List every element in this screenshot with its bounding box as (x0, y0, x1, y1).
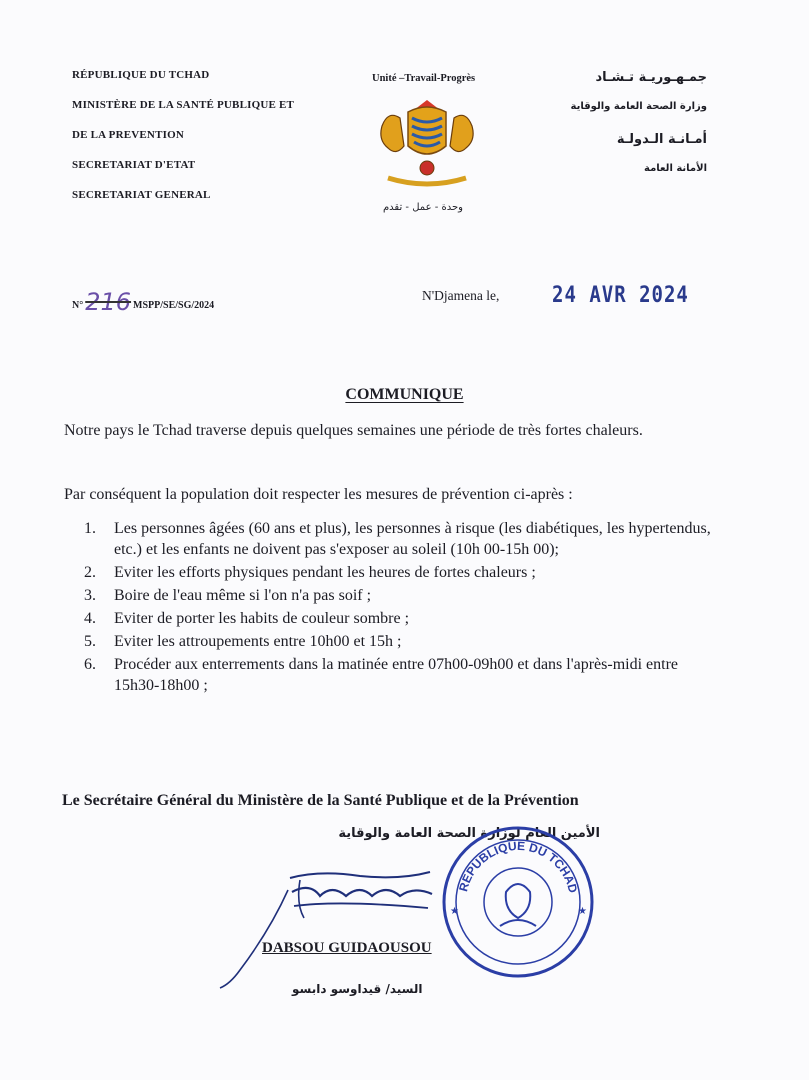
header-ministry: MINISTÈRE DE LA SANTÉ PUBLIQUE ET (72, 99, 295, 111)
header-secretariat-general: SECRETARIAT GENERAL (72, 189, 211, 201)
reference-handwritten-number: 216 (85, 288, 132, 316)
svg-text:★: ★ (450, 906, 459, 917)
signatory-name-arabic: السيد/ قيداوسو دابسو (292, 982, 423, 996)
list-item (84, 608, 714, 629)
reference-suffix: MSPP/SE/SG/2024 (133, 300, 215, 311)
svg-text:RÉPUBLIQUE DU TCHAD (456, 839, 580, 895)
svg-text:★: ★ (578, 906, 587, 917)
prevention-intro: Par conséquent la population doit respecter les mesures de prévention ci-après : (64, 486, 573, 503)
list-item-text: Procéder aux enterrements dans la matinée entre 07h00-09h00 et dans l'après-midi entre 15h30-18h00 ; (114, 656, 679, 694)
list-item (84, 654, 714, 696)
list-item-text: Eviter les attroupements entre 10h00 et 15h ; (114, 633, 402, 650)
official-stamp (438, 822, 598, 982)
list-item-text: Eviter de porter les habits de couleur sombre ; (114, 610, 410, 627)
document-title: COMMUNIQUE (345, 386, 464, 403)
header-ministry-cont: DE LA PREVENTION (72, 129, 184, 141)
reference-prefix: N° (72, 300, 84, 311)
list-item (84, 585, 714, 606)
header-right-arabic (571, 70, 707, 194)
header-left (72, 68, 294, 218)
stamp-text: RÉPUBLIQUE DU TCHAD (456, 838, 581, 895)
list-item-text: Les personnes âgées (60 ans et plus), les personnes à risque (les diabétiques, les hypertendus, etc.) et les enfants ne doivent pas s'exposer au soleil (10h 00-15h 00); (114, 520, 711, 558)
measures-list (84, 518, 714, 698)
list-item-number: 2. (84, 564, 96, 581)
header-secretariat-state-arabic: أمـانـة الـدولـة (616, 132, 707, 147)
national-motto-arabic: وحدة - عمل - تقدم (382, 202, 464, 213)
list-item (84, 562, 714, 583)
list-item-number: 5. (84, 633, 96, 650)
list-item (84, 631, 714, 652)
date-stamp: 24 AVR 2024 (552, 282, 689, 308)
signatory-title-arabic: الأمين العام لوزارة الصحة العامة والوقاية (338, 826, 600, 841)
header-secretariat-general-arabic: الأمانة العامة (644, 163, 707, 174)
signatory-name: DABSOU GUIDAOUSOU (262, 940, 432, 956)
header-ministry-arabic: وزارة الصحة العامة والوقاية (570, 101, 707, 112)
intro-paragraph: Notre pays le Tchad traverse depuis quelques semaines une période de très fortes chaleurs. (64, 422, 643, 439)
header-republic-arabic: جمـهـوريـة تـشـاد (595, 70, 707, 85)
header-republic: RÉPUBLIQUE DU TCHAD (72, 69, 210, 81)
list-item-number: 3. (84, 587, 96, 604)
national-motto: Unité –Travail-Progrès (372, 73, 476, 84)
reference-number (72, 288, 214, 316)
coat-of-arms-emblem (374, 96, 480, 192)
place-label: N'Djamena le, (422, 288, 500, 303)
header-secretariat-etat: SECRETARIAT D'ETAT (72, 159, 196, 171)
list-item-text: Eviter les efforts physiques pendant les heures de fortes chaleurs ; (114, 564, 536, 581)
list-item-text: Boire de l'eau même si l'on n'a pas soif ; (114, 587, 372, 604)
list-item-number: 4. (84, 610, 96, 627)
list-item-number: 1. (84, 520, 96, 537)
signatory-title: Le Secrétaire Général du Ministère de la Santé Publique et de la Prévention (62, 792, 579, 809)
list-item-number: 6. (84, 656, 96, 673)
list-item (84, 518, 714, 560)
